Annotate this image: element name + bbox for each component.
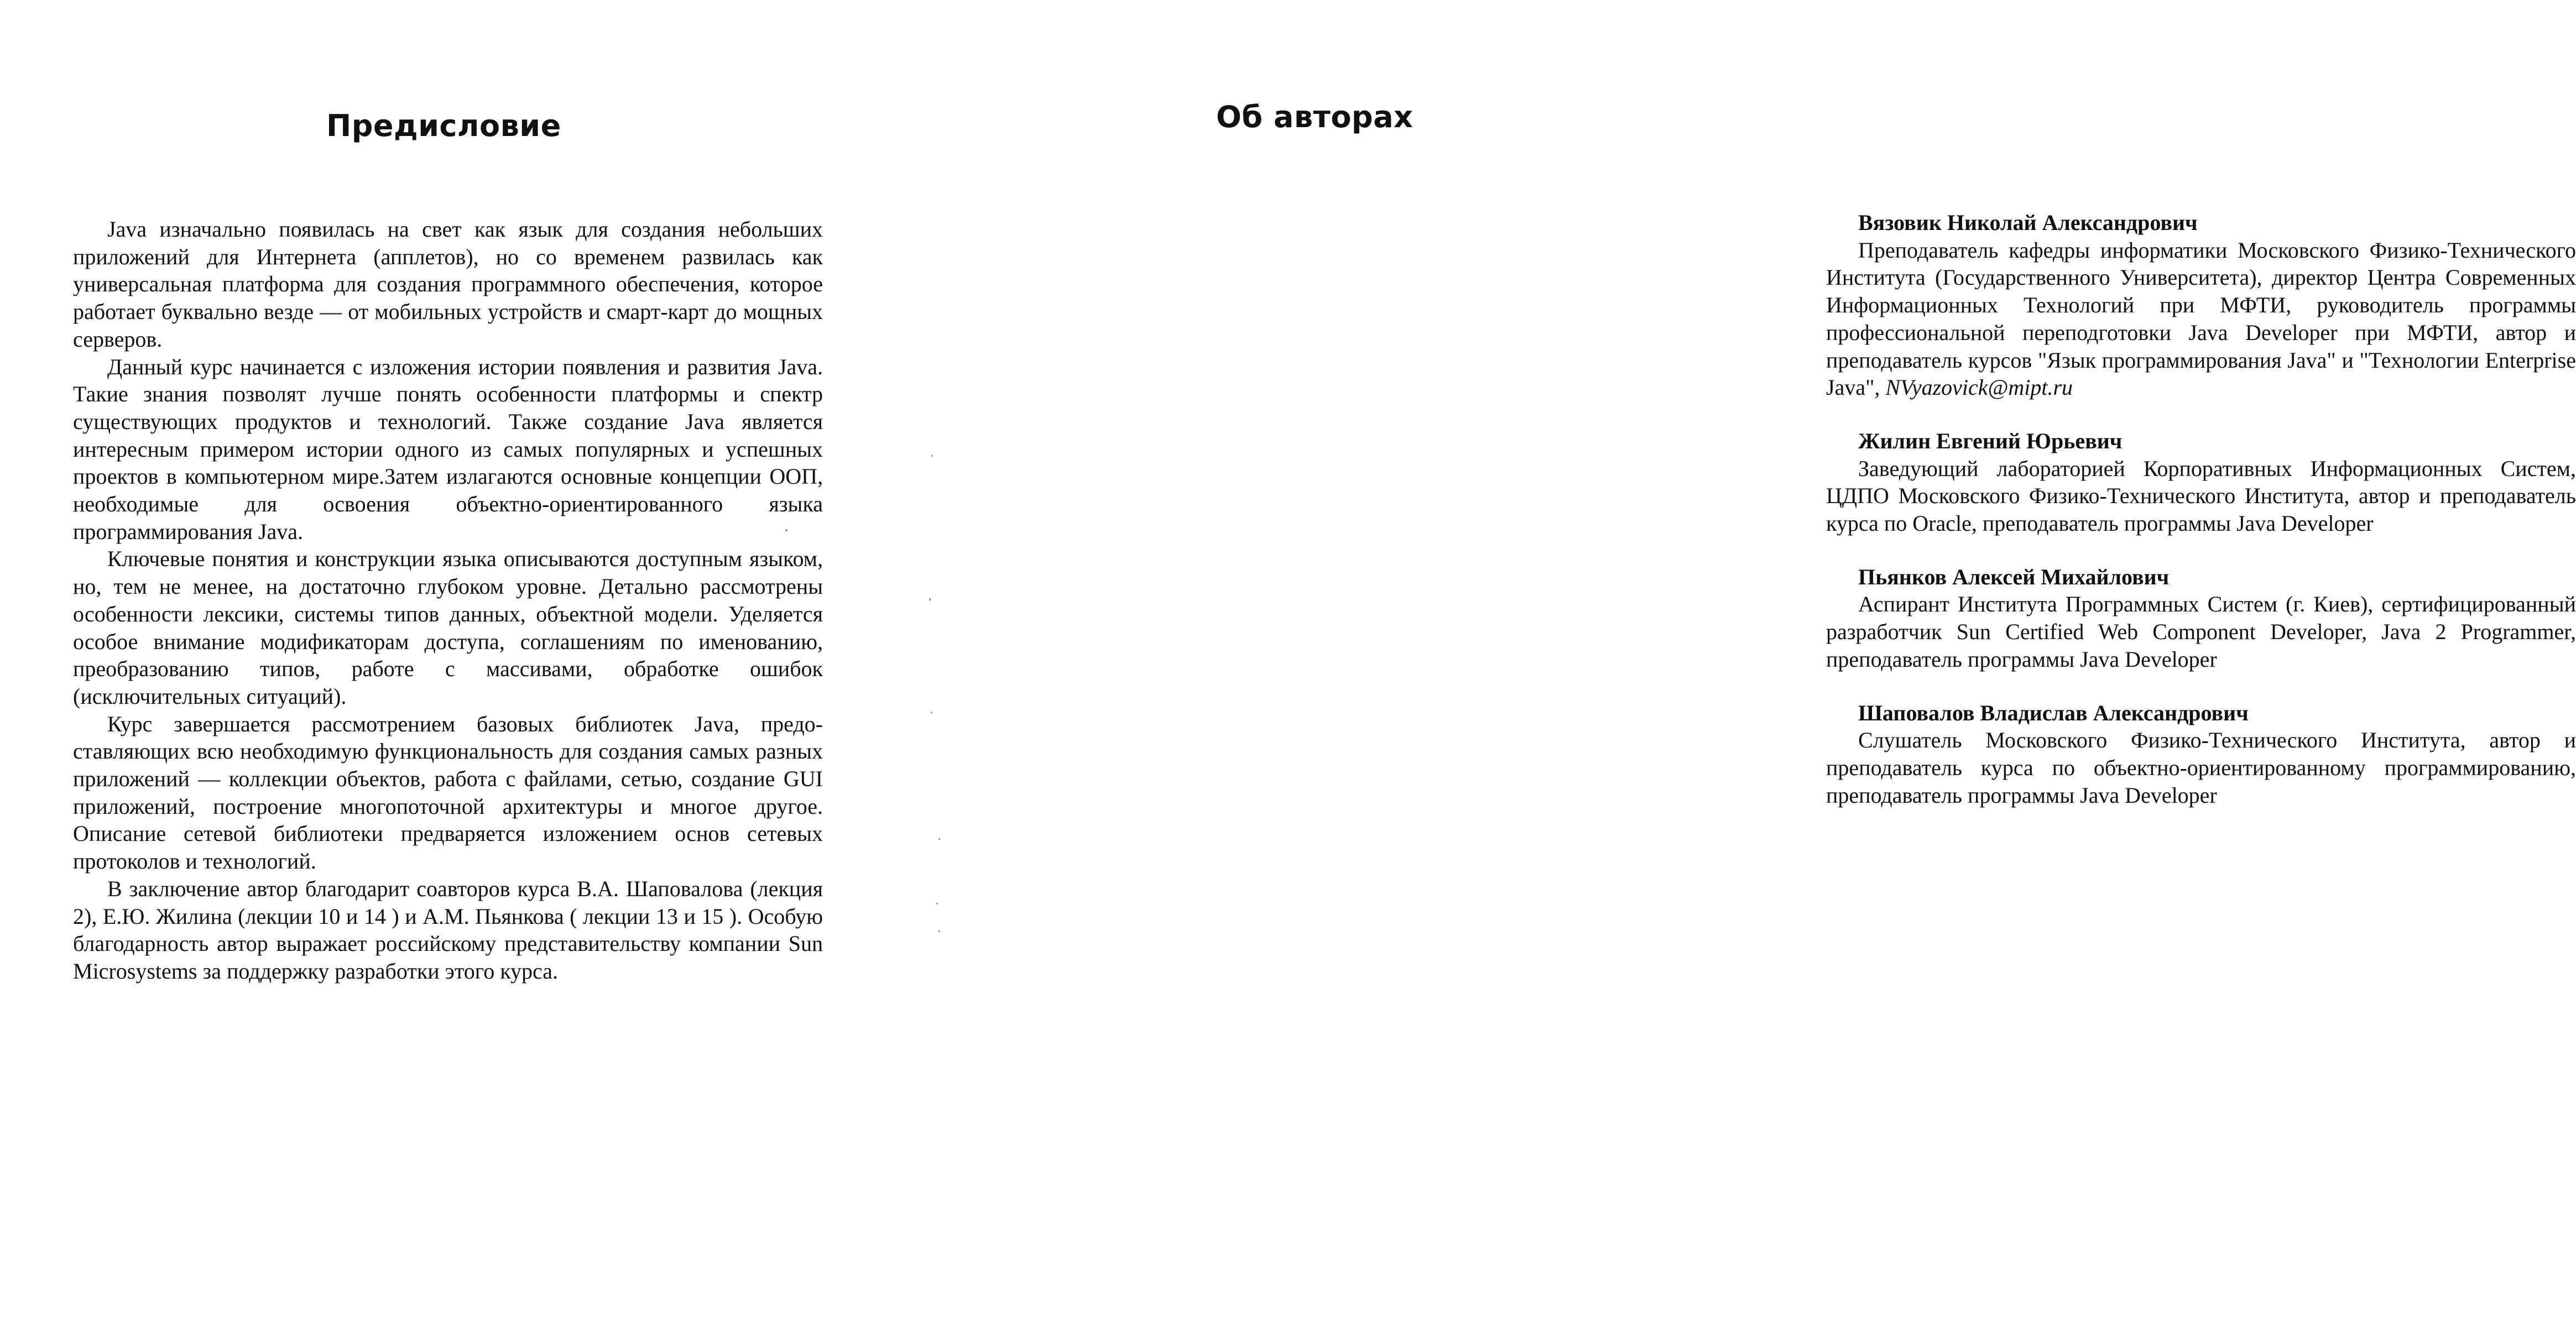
scan-speck: [931, 455, 933, 457]
preface-title: Предисловие: [326, 108, 561, 143]
preface-paragraph: Java изначально появилась на свет как язык для создания небольших приложений для Интернета (апплетов), но со временем развилась как универсальная платформа для создания программного обеспечения, которое работает буквально везде — от мобильных устройств и смарт-карт до мощных серверов.: [73, 217, 823, 352]
scan-speck: [931, 712, 932, 713]
authors-body: [1826, 209, 2576, 835]
author-entry: [1826, 563, 2576, 673]
preface-body: [73, 216, 823, 985]
author-name: Вязовик Николай Александрович: [1858, 210, 2198, 235]
preface-paragraph: Курс завершается рассмотрением базовых библиотек Java, предоставляющих всю необходимую функциональность для создания самых разных приложений — коллекции объектов, работа с файлами, сетью, создание GUI приложений, построение многопоточной архитектуры и многое другое. Описание сетевой библиотеки предваряется изложением основ сетевых протоколов и технологий.: [73, 711, 823, 874]
preface-page: [0, 0, 878, 1323]
author-description: Слушатель Московского Физико-Технического Института, автор и преподаватель курса по объектно-ориентированному программированию, преподаватель программы Java Developer: [1826, 728, 2576, 808]
author-description: Аспирант Института Программных Систем (г. Киев), сертифицированный разработчик Sun Certified Web Component Developer, Java 2 Programmer, преподаватель программы Java Developer: [1826, 592, 2576, 672]
author-name: Пьянков Алексей Михайлович: [1858, 564, 2170, 589]
scan-speck: [938, 930, 940, 932]
scan-speck: [936, 903, 938, 904]
author-email: NVyazovick@mipt.ru: [1885, 375, 2073, 400]
author-description-text: Преподаватель кафедры информатики Московского Физико-Технического Института (Государственного Университета), директор Центра Современных Информационных Технологий при МФТИ, руководитель программы профессиональной переподготовки Java Developer при МФТИ, автор и преподаватель курсов "Язык программирования Java" и "Технологии Enterprise Java",: [1826, 237, 2576, 400]
scan-speck: [929, 598, 931, 601]
scan-speck: [785, 529, 788, 531]
authors-page: [878, 0, 2576, 1323]
author-entry: [1826, 209, 2576, 401]
author-name: Шаповалов Владислав Александрович: [1858, 700, 2249, 725]
author-entry: [1826, 699, 2576, 809]
author-name: Жилин Евгений Юрьевич: [1858, 428, 2123, 453]
preface-paragraph: Ключевые понятия и конструкции языка описываются доступным языком, но, тем не менее, на достаточно глубоком уровне. Детально рассмотрены особенности лексики, системы типов данных, объектной модели. Уделяется особое внимание модификаторам доступа, соглашениям по именованию, преобразованию типов, работе с массивами, обработке ошибок (исключительных ситуаций).: [73, 546, 823, 709]
preface-paragraph: Данный курс начинается с изложения истории появления и развития Java. Такие знания позволят лучше понять особенности платформы и спектр существующих продуктов и технологий. Также создание Java является интересным примером истории одного из самых популярных и успешных проектов в компьютерном мире.Затем излагаются основные концепции ООП, необходимые для освоения объектно-ориентированного языка программирования Java.: [73, 354, 823, 544]
author-entry: [1826, 427, 2576, 537]
scan-speck: [938, 838, 940, 840]
author-description: [1826, 237, 2576, 401]
authors-title: Об авторах: [1216, 100, 1414, 134]
preface-paragraph: В заключение автор благодарит соавторов курса В.А. Шаповалова (лекция 2), Е.Ю. Жилина (лекции 10 и 14 ) и А.М. Пьянкова ( лекции 13 и 15 ). Особую благодарность автор выражает российскому представительству компании Sun Microsystems за поддержку разработки этого курса.: [73, 876, 823, 984]
author-description: Заведующий лабораторией Корпоративных Информационных Систем, ЦДПО Московского Физико-Технического Института, автор и преподаватель курса по Oracle, преподаватель программы Java Developer: [1826, 456, 2576, 536]
